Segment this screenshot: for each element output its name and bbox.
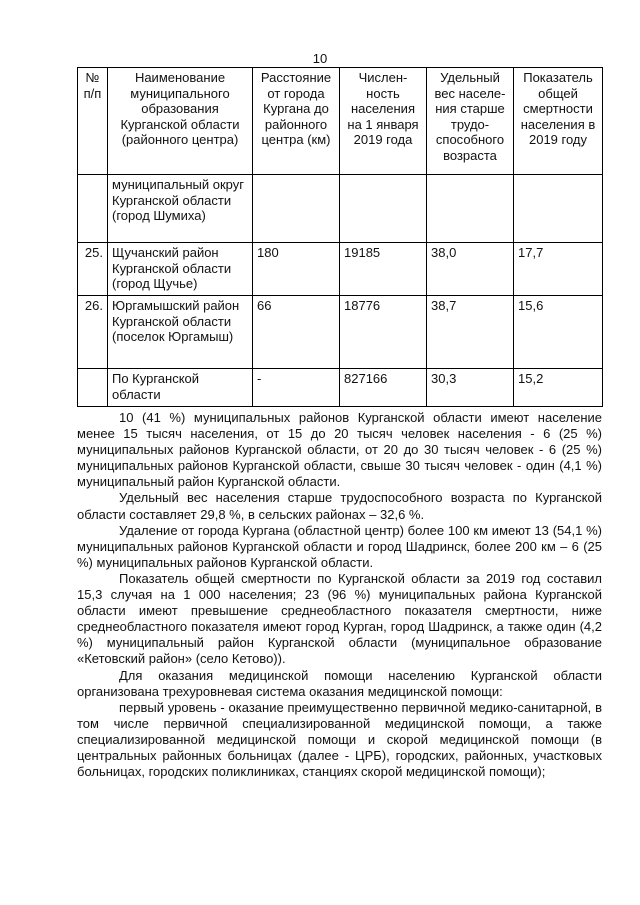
- cell-mortality: 15,2: [514, 369, 603, 407]
- cell-distance: 180: [253, 243, 340, 296]
- cell-distance: 66: [253, 296, 340, 369]
- page-number: 10: [312, 51, 328, 66]
- table-row: [78, 175, 603, 243]
- paragraph-care-system: Для оказания медицинской помощи населению Курганской области организована трехуровневая система оказания медицинской помощи:: [77, 667, 602, 699]
- paragraph-district-population: 10 (41 %) муниципальных районов Курганской области имеют население менее 15 тысяч населения, от 15 до 20 тысяч человек населения - 6 (25 %) муниципальных районов Курганской области, от 20 до 30 тысяч человек - 6 (25 %) муниципальных районов Курганской области, свыше 30 тысяч человек - один (4,1 %) муниципальный район Курганской области.: [77, 410, 602, 490]
- cell-population: 18776: [340, 296, 427, 369]
- cell-number: 25.: [78, 243, 108, 296]
- districts-table: [77, 67, 603, 407]
- col-header-number: № п/п: [78, 68, 108, 175]
- table-header-row: [78, 68, 603, 175]
- cell-municipality: Юргамышский район Курганской области (поселок Юргамыш): [108, 296, 253, 369]
- paragraph-distance: Удаление от города Кургана (областной центр) более 100 км имеют 13 (54,1 %) муниципальных районов Курганской области и город Шадринск, более 200 км – 6 (25 %) муниципальных районов Курганской области.: [77, 522, 602, 570]
- cell-elderly-share: [427, 175, 514, 243]
- cell-municipality: По Курганской области: [108, 369, 253, 407]
- col-header-mortality: Показатель общей смертности населения в 2019 году: [514, 68, 603, 175]
- col-header-distance: Расстояние от города Кургана до районного центра (км): [253, 68, 340, 175]
- col-header-municipality: Наименование муниципального образования Курганской области (районного центра): [108, 68, 253, 175]
- cell-municipality: Щучанский район Курганской области (город Щучье): [108, 243, 253, 296]
- cell-population: [340, 175, 427, 243]
- paragraph-elderly-share: Удельный вес населения старше трудоспособного возраста по Курганской области составляет 29,8 %, в сельских районах – 32,6 %.: [77, 490, 602, 522]
- cell-number: 26.: [78, 296, 108, 369]
- table-row: [78, 243, 603, 296]
- cell-elderly-share: 30,3: [427, 369, 514, 407]
- cell-number: [78, 369, 108, 407]
- cell-number: [78, 175, 108, 243]
- cell-distance: -: [253, 369, 340, 407]
- cell-mortality: 15,6: [514, 296, 603, 369]
- cell-mortality: 17,7: [514, 243, 603, 296]
- cell-elderly-share: 38,7: [427, 296, 514, 369]
- table-total-row: [78, 369, 603, 407]
- col-header-elderly-share: Удельный вес населе-ния старше трудо-способного возраста: [427, 68, 514, 175]
- cell-elderly-share: 38,0: [427, 243, 514, 296]
- paragraph-mortality: Показатель общей смертности по Курганской области за 2019 год составил 15,3 случая на 1 000 населения; 23 (96 %) муниципальных района Курганской области имеют превышение среднеобластного показателя смертности, ниже среднеобластного показателя имеют город Курган, город Шадринск, а также один (4,2 %) муниципальный район Курганской области (муниципальное образование «Кетовский район» (село Кетово)).: [77, 570, 602, 667]
- col-header-population: Числен-ность населения на 1 января 2019 года: [340, 68, 427, 175]
- cell-mortality: [514, 175, 603, 243]
- cell-population: 19185: [340, 243, 427, 296]
- paragraph-first-level: первый уровень - оказание преимущественно первичной медико-санитарной, в том числе первичной специализированной медицинской помощи, а также специализированной медицинской помощи и скорой медицинской помощи (в центральных районных больницах (далее - ЦРБ), городских, районных, участковых больницах, городских поликлиниках, станциях скорой медицинской помощи);: [77, 699, 602, 780]
- cell-distance: [253, 175, 340, 243]
- body-text: [77, 410, 602, 780]
- cell-population: 827166: [340, 369, 427, 407]
- table-row: [78, 296, 603, 369]
- cell-municipality: муниципальный округ Курганской области (город Шумиха): [108, 175, 253, 243]
